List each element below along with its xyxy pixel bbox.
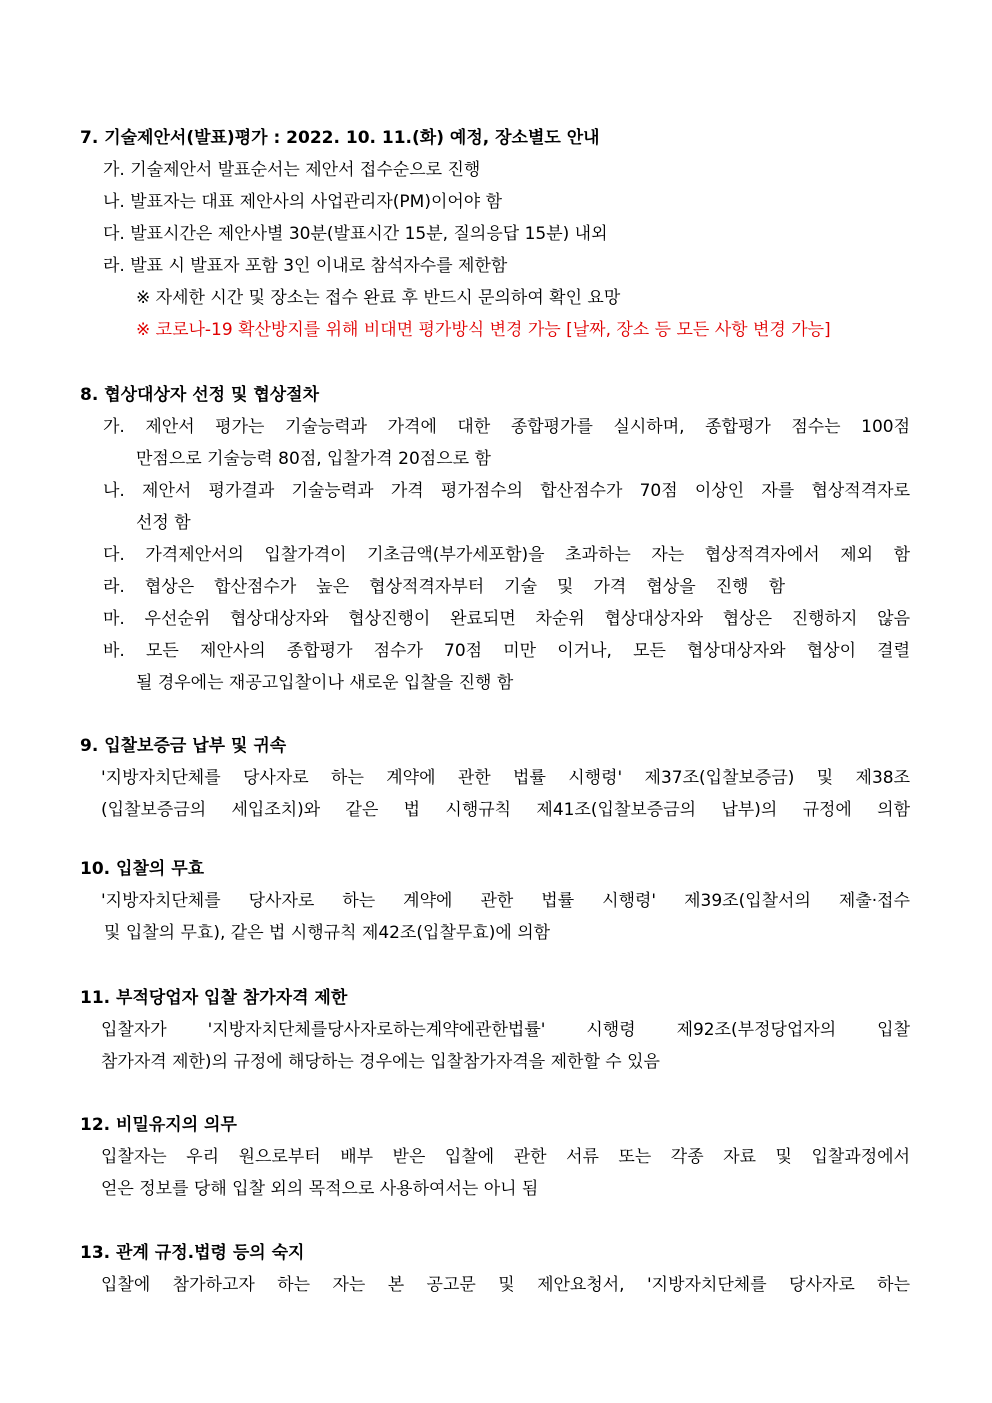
section-7-item-na: 나. 발표자는 대표 제안사의 사업관리자(PM)이어야 함 bbox=[103, 192, 503, 212]
section-13-line-1: 입찰에 참가하고자 하는 자는 본 공고문 및 제안요청서, '지방자치단체를 당사자로 하는 bbox=[101, 1275, 910, 1295]
section-8-item-ma: 마. 우선순위 협상대상자와 협상진행이 완료되면 차순위 협상대상자와 협상은 진행하지 않음 bbox=[103, 609, 910, 629]
section-8-item-ba-cont: 될 경우에는 재공고입찰이나 새로운 입찰을 진행 함 bbox=[136, 673, 514, 693]
section-8-item-ga: 가. 제안서 평가는 기술능력과 가격에 대한 종합평가를 실시하며, 종합평가 점수는 100점 bbox=[103, 417, 910, 437]
section-12-line-1: 입찰자는 우리 원으로부터 배부 받은 입찰에 관한 서류 또는 각종 자료 및 입찰과정에서 bbox=[101, 1147, 910, 1167]
section-7-note-covid: ※ 코로나-19 확산방지를 위해 비대면 평가방식 변경 가능 [날짜, 장소 등 모든 사항 변경 가능] bbox=[136, 320, 831, 340]
section-13-heading: 13. 관계 규정.법령 등의 숙지 bbox=[80, 1243, 305, 1263]
section-10-line-2: 및 입찰의 무효), 같은 법 시행규칙 제42조(입찰무효)에 의함 bbox=[104, 923, 551, 943]
section-8-item-na-cont: 선정 함 bbox=[136, 513, 191, 533]
section-12-heading: 12. 비밀유지의 의무 bbox=[80, 1115, 237, 1135]
section-8-item-ba: 바. 모든 제안사의 종합평가 점수가 70점 미만 이거나, 모든 협상대상자와 협상이 결렬 bbox=[103, 641, 910, 661]
section-11-heading: 11. 부적당업자 입찰 참가자격 제한 bbox=[80, 988, 348, 1008]
section-12-line-2: 얻은 정보를 당해 입찰 외의 목적으로 사용하여서는 아니 됨 bbox=[101, 1179, 539, 1199]
section-7-heading: 7. 기술제안서(발표)평가 : 2022. 10. 11.(화) 예정, 장소별도 안내 bbox=[80, 128, 600, 148]
section-9-line-1: '지방자치단체를 당사자로 하는 계약에 관한 법률 시행령' 제37조(입찰보증금) 및 제38조 bbox=[101, 768, 910, 788]
section-11-line-1: 입찰자가 '지방자치단체를당사자로하는계약에관한법률' 시행령 제92조(부정당업자의 입찰 bbox=[101, 1020, 910, 1040]
section-8-heading: 8. 협상대상자 선정 및 협상절차 bbox=[80, 385, 320, 405]
section-9-line-2: (입찰보증금의 세입조치)와 같은 법 시행규칙 제41조(입찰보증금의 납부)의 규정에 의함 bbox=[101, 800, 910, 820]
section-11-line-2: 참가자격 제한)의 규정에 해당하는 경우에는 입찰참가자격을 제한할 수 있음 bbox=[101, 1052, 660, 1072]
section-8-item-da: 다. 가격제안서의 입찰가격이 기초금액(부가세포함)을 초과하는 자는 협상적격자에서 제외 함 bbox=[103, 545, 910, 565]
section-7-item-da: 다. 발표시간은 제안사별 30분(발표시간 15분, 질의응답 15분) 내외 bbox=[103, 224, 608, 244]
section-8-item-ga-cont: 만점으로 기술능력 80점, 입찰가격 20점으로 함 bbox=[136, 449, 491, 469]
section-9-heading: 9. 입찰보증금 납부 및 귀속 bbox=[80, 736, 287, 756]
section-8-item-ra: 라. 협상은 합산점수가 높은 협상적격자부터 기술 및 가격 협상을 진행 함 bbox=[103, 577, 785, 597]
section-7-note-schedule: ※ 자세한 시간 및 장소는 접수 완료 후 반드시 문의하여 확인 요망 bbox=[136, 288, 621, 308]
section-7-item-ra: 라. 발표 시 발표자 포함 3인 이내로 참석자수를 제한함 bbox=[103, 256, 508, 276]
section-10-heading: 10. 입찰의 무효 bbox=[80, 859, 205, 879]
section-10-line-1: '지방자치단체를 당사자로 하는 계약에 관한 법률 시행령' 제39조(입찰서의 제출·접수 bbox=[101, 891, 910, 911]
section-7-item-ga: 가. 기술제안서 발표순서는 제안서 접수순으로 진행 bbox=[103, 160, 481, 180]
section-8-item-na: 나. 제안서 평가결과 기술능력과 가격 평가점수의 합산점수가 70점 이상인 자를 협상적격자로 bbox=[103, 481, 910, 501]
